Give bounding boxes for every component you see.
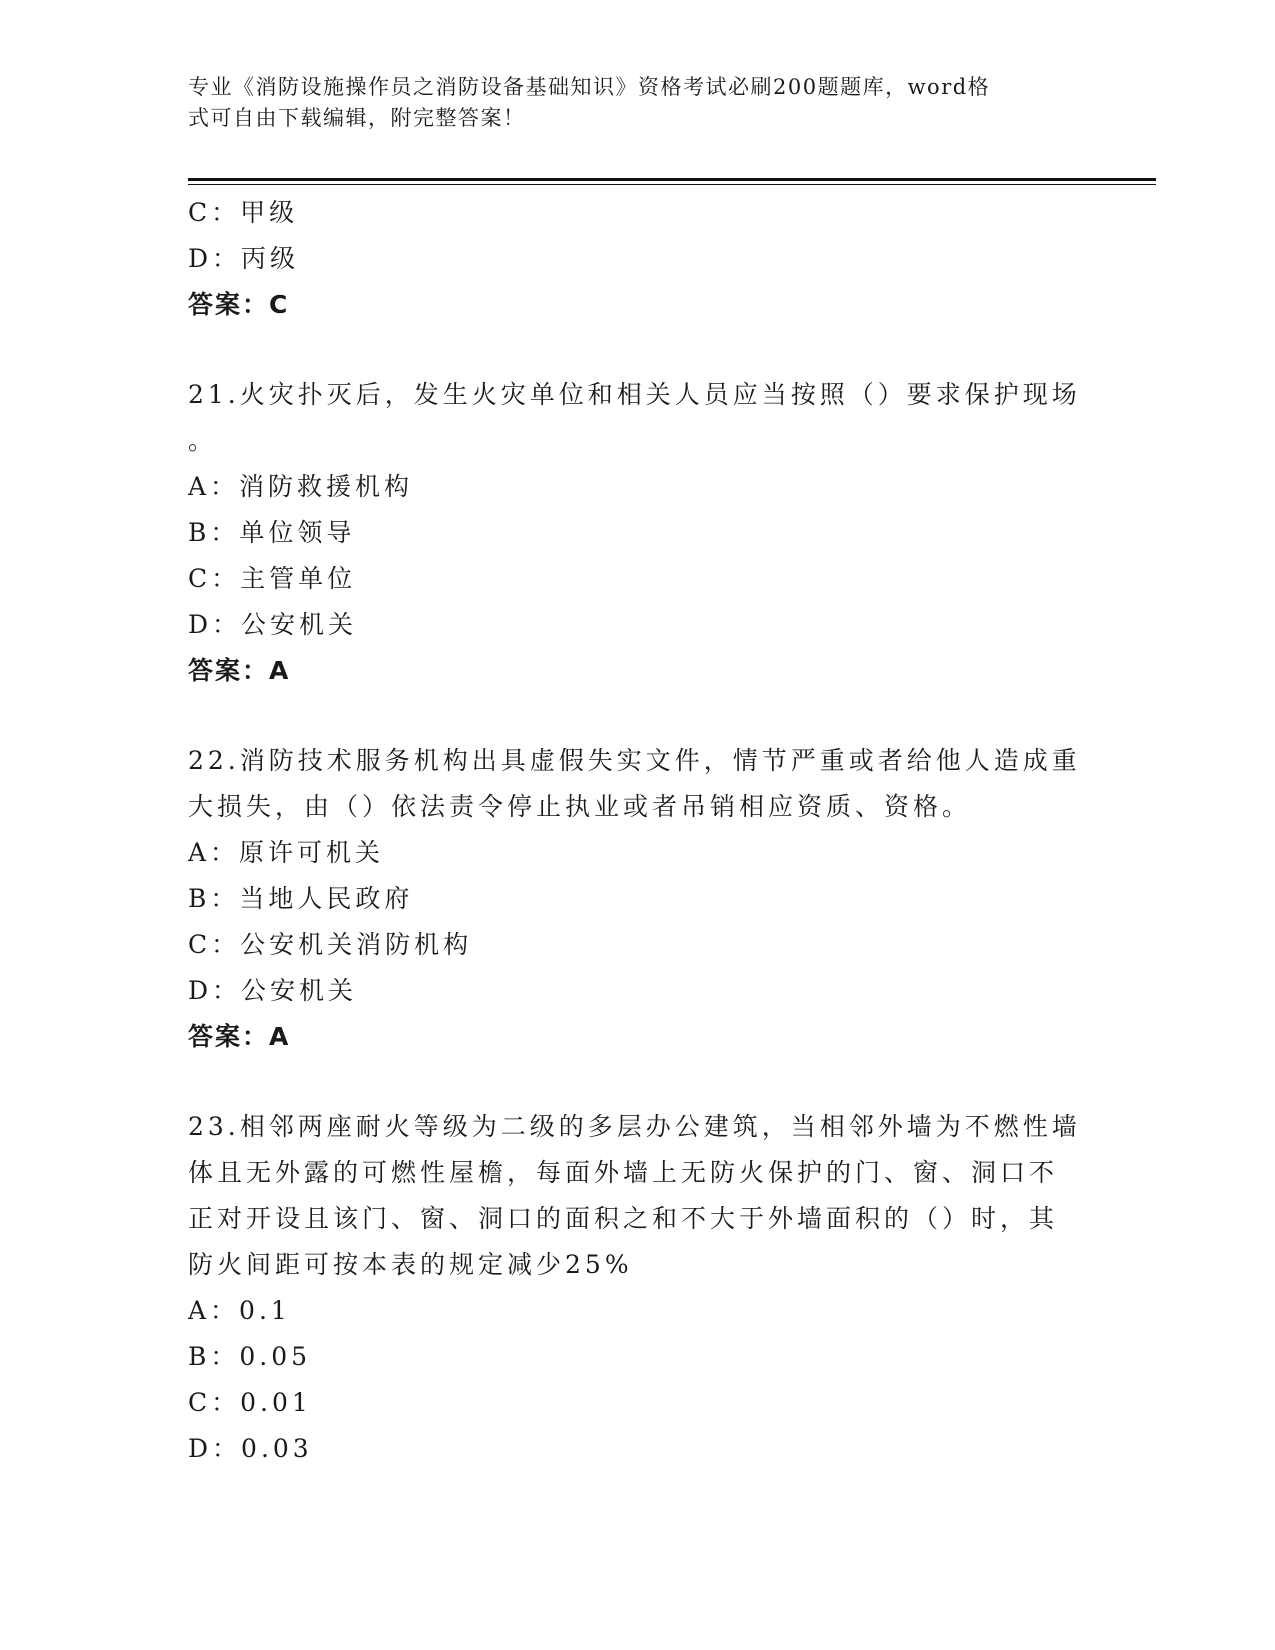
option-b: B：单位领导 <box>188 518 356 547</box>
question-stem-line: 23.相邻两座耐火等级为二级的多层办公建筑，当相邻外墙为不燃性墙 <box>188 1112 1081 1141</box>
option-c: C：0.01 <box>188 1388 312 1417</box>
question-22 <box>188 738 1088 1060</box>
prev-question <box>188 190 1088 328</box>
header-line-2: 式可自由下载编辑，附完整答案！ <box>188 106 526 130</box>
answer-line: 答案：C <box>188 290 290 319</box>
question-stem-line: 。 <box>188 426 218 455</box>
document-header <box>188 72 1088 134</box>
question-stem-line: 体且无外露的可燃性屋檐，每面外墙上无防火保护的门、窗、洞口不 <box>188 1158 1059 1187</box>
question-list <box>188 190 1088 1472</box>
question-23 <box>188 1104 1088 1472</box>
option-a: A：消防救援机构 <box>188 472 414 501</box>
option-a: A：0.1 <box>188 1296 291 1325</box>
question-21 <box>188 372 1088 694</box>
option-d: D：0.03 <box>188 1434 313 1463</box>
question-stem-line: 防火间距可按本表的规定减少25% <box>188 1250 633 1279</box>
option-c: C：公安机关消防机构 <box>188 930 473 959</box>
question-stem-line: 22.消防技术服务机构出具虚假失实文件，情节严重或者给他人造成重 <box>188 746 1081 775</box>
header-line-1: 专业《消防设施操作员之消防设备基础知识》资格考试必刷200题题库，word格 <box>188 75 991 99</box>
option-c: C：甲级 <box>188 198 299 227</box>
option-d: D：丙级 <box>188 244 300 273</box>
header-divider-thick <box>188 178 1156 181</box>
question-stem-line: 正对开设且该门、窗、洞口的面积之和不大于外墙面积的（）时，其 <box>188 1204 1059 1233</box>
option-b: B：0.05 <box>188 1342 312 1371</box>
option-b: B：当地人民政府 <box>188 884 414 913</box>
header-divider-thin <box>188 184 1156 185</box>
option-a: A：原许可机关 <box>188 838 385 867</box>
option-d: D：公安机关 <box>188 976 358 1005</box>
question-stem-line: 21.火灾扑灭后，发生火灾单位和相关人员应当按照（）要求保护现场 <box>188 380 1081 409</box>
option-c: C：主管单位 <box>188 564 357 593</box>
answer-line: 答案：A <box>188 1022 291 1051</box>
question-stem-line: 大损失，由（）依法责令停止执业或者吊销相应资质、资格。 <box>188 792 972 821</box>
answer-line: 答案：A <box>188 656 291 685</box>
option-d: D：公安机关 <box>188 610 358 639</box>
